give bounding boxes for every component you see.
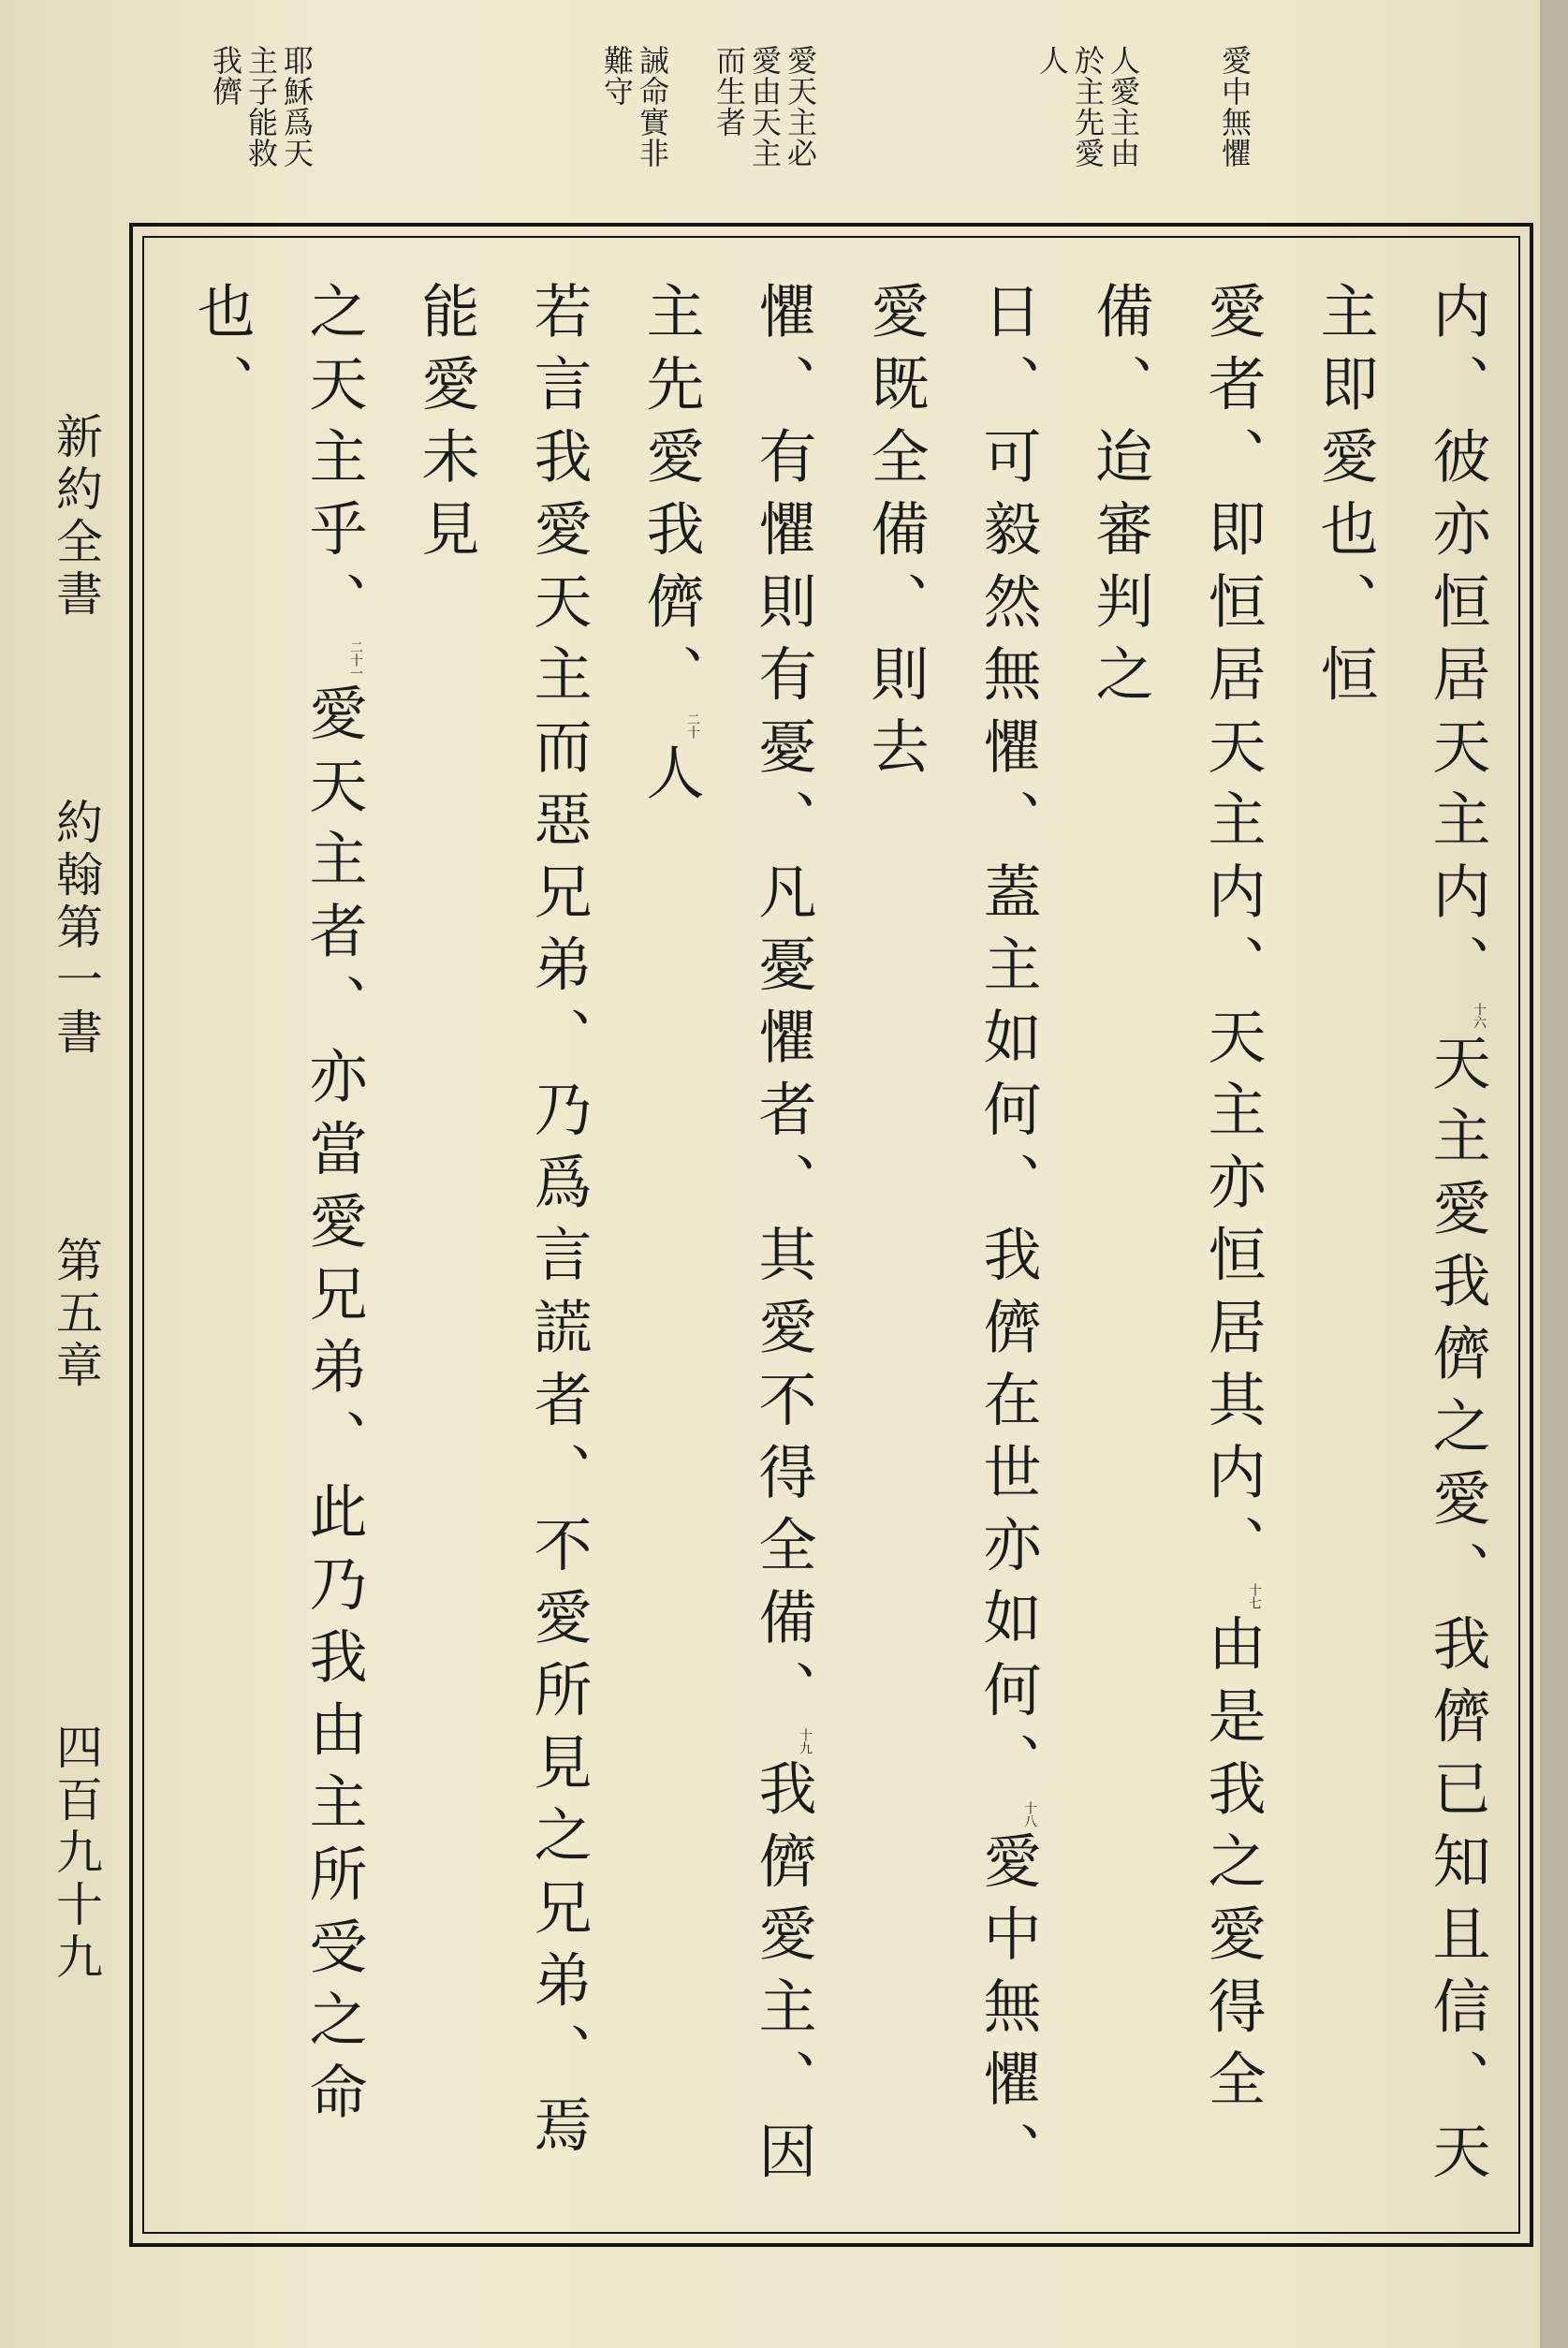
text-column: [1288, 281, 1513, 2200]
verse-number: 十九: [798, 1728, 813, 1754]
header-note: 愛天主必 愛由天主 而生者: [711, 45, 818, 169]
verse-number: 二十一: [348, 639, 363, 680]
running-head-epistle: 約翰第一書: [49, 798, 103, 1060]
verse-number: 二十: [685, 712, 700, 739]
page-number: 四百九十九: [49, 1723, 103, 1985]
page-edge: [1540, 0, 1568, 2348]
verse-number: 十八: [1022, 1800, 1037, 1827]
text-column: [155, 281, 165, 2200]
text-column: [1063, 281, 1288, 2200]
header-note: 愛中無懼: [1217, 45, 1253, 169]
text-column: [614, 281, 839, 2200]
scripture-body: [155, 281, 1513, 2200]
verse-number: 十六: [1472, 1003, 1487, 1029]
text-column: [165, 281, 389, 2200]
running-head-book: 新約全書: [49, 412, 103, 622]
verse-text: 人: [637, 742, 705, 815]
text-column: [389, 281, 614, 2200]
verse-text: 我儕愛主、因主先愛我儕、: [637, 281, 817, 2194]
verse-text: 愛天主者、亦當愛兄弟、此乃我由主所受之命也、: [187, 281, 368, 2135]
verse-text: 天主愛我儕之愛、我儕已知且信、天主即愛也、恒: [1311, 281, 1491, 2194]
verse-text: 愛者、即恒居天主内、天主亦恒居其内、: [1198, 281, 1267, 1587]
verse-text: 懼、有懼則有憂、凡憂懼者、其愛不得全備、: [749, 281, 817, 1732]
verse-text: 愛中無懼、愛既全備、則去: [861, 281, 1042, 2194]
verse-text: 若言我愛天主而惡兄弟、乃爲言謊者、不愛所見之兄弟、焉能愛未見: [412, 281, 593, 2167]
verse-text: 内、彼亦恒居天主内、: [1423, 281, 1491, 1006]
header-note: 耶穌爲天 主子能救 我儕: [208, 45, 315, 169]
running-head: [42, 412, 110, 1393]
header-note: 誡命實非 難守: [599, 45, 670, 169]
verse-text: 由是我之愛得全備、迨審判之: [1086, 281, 1267, 2121]
header-note: 人愛主由 於主先愛 人: [1034, 45, 1141, 169]
verse-number: 十七: [1247, 1583, 1262, 1609]
verse-text: 日、可毅然無懼、蓋主如何、我儕在世亦如何、: [974, 281, 1042, 1805]
running-head-chapter: 第五章: [49, 1236, 103, 1393]
text-column: [839, 281, 1063, 2200]
verse-text: 之天主乎、: [300, 281, 368, 644]
